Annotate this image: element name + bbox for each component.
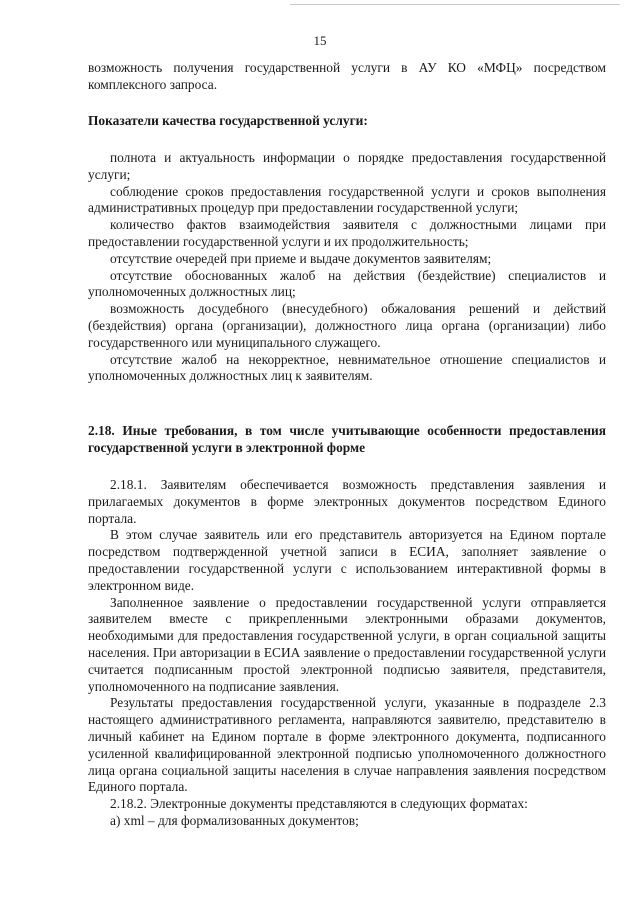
quality-item: полнота и актуальность информации о порядке предоставления государственной услуги; [88,150,606,182]
section-paragraph: 2.18.1. Заявителям обеспечивается возможность представления заявления и прилагаемых документов в форме электронных документов посредством Единого портала. [88,477,606,526]
section-body [88,477,606,830]
quality-item: возможность досудебного (внесудебного) обжалования решений и действий (бездействия) органа (организации), должностного лица органа (организации) либо государственного или муниципального служащего. [88,301,606,350]
section-heading: 2.18. Иные требования, в том числе учитывающие особенности предоставления государственной услуги в электронной форме [88,423,606,455]
intro-paragraph: возможность получения государственной услуги в АУ КО «МФЦ» посредством комплексного запроса. [88,60,606,92]
section-paragraph: 2.18.2. Электронные документы представляются в следующих форматах: [110,796,528,812]
quality-list [88,150,606,385]
quality-item: соблюдение сроков предоставления государственной услуги и сроков выполнения административных процедур при предоставлении государственной услуги; [88,183,606,216]
quality-heading: Показатели качества государственной услуги: [88,113,368,128]
section-paragraph: Результаты предоставления государственной услуги, указанные в подразделе 2.3 настоящего административного регламента, направляются заявителю, представителю в личный кабинет на Едином портале в форме электронного документа, подписанного усиленной квалифицированной электронной подписью уполномоченного должностного лица органа социальной защиты населения в случае направления заявления посредством Единого портала. [88,695,606,795]
section-paragraph: В этом случае заявитель или его представитель авторизуется на Едином портале посредством подтвержденной учетной записи в ЕСИА, заполняет заявление о предоставлении государственной услуги с использованием интерактивной формы в электронном виде. [88,527,606,593]
quality-item: отсутствие обоснованных жалоб на действия (бездействие) специалистов и уполномоченных должностных лиц; [88,267,606,300]
section-paragraph: а) xml – для формализованных документов; [110,812,359,828]
quality-item: отсутствие очередей при приеме и выдаче документов заявителям; [110,250,492,266]
page-number: 15 [313,33,327,48]
quality-item: количество фактов взаимодействия заявителя с должностными лицами при предоставлении государственной услуги и их продолжительность; [88,217,606,249]
top-rule [290,4,620,5]
section-paragraph: Заполненное заявление о предоставлении государственной услуги отправляется заявителем вместе с прикрепленными электронными образами документов, необходимыми для предоставления государственной услуги, в орган социальной защиты населения. При авторизации в ЕСИА заявление о предоставлении государственной услуги считается подписанным простой электронной подписью заявителя, представителя, уполномоченного на подписание заявления. [88,594,606,694]
quality-item: отсутствие жалоб на некорректное, невнимательное отношение специалистов и уполномоченных должностных лиц к заявителям. [88,351,606,384]
